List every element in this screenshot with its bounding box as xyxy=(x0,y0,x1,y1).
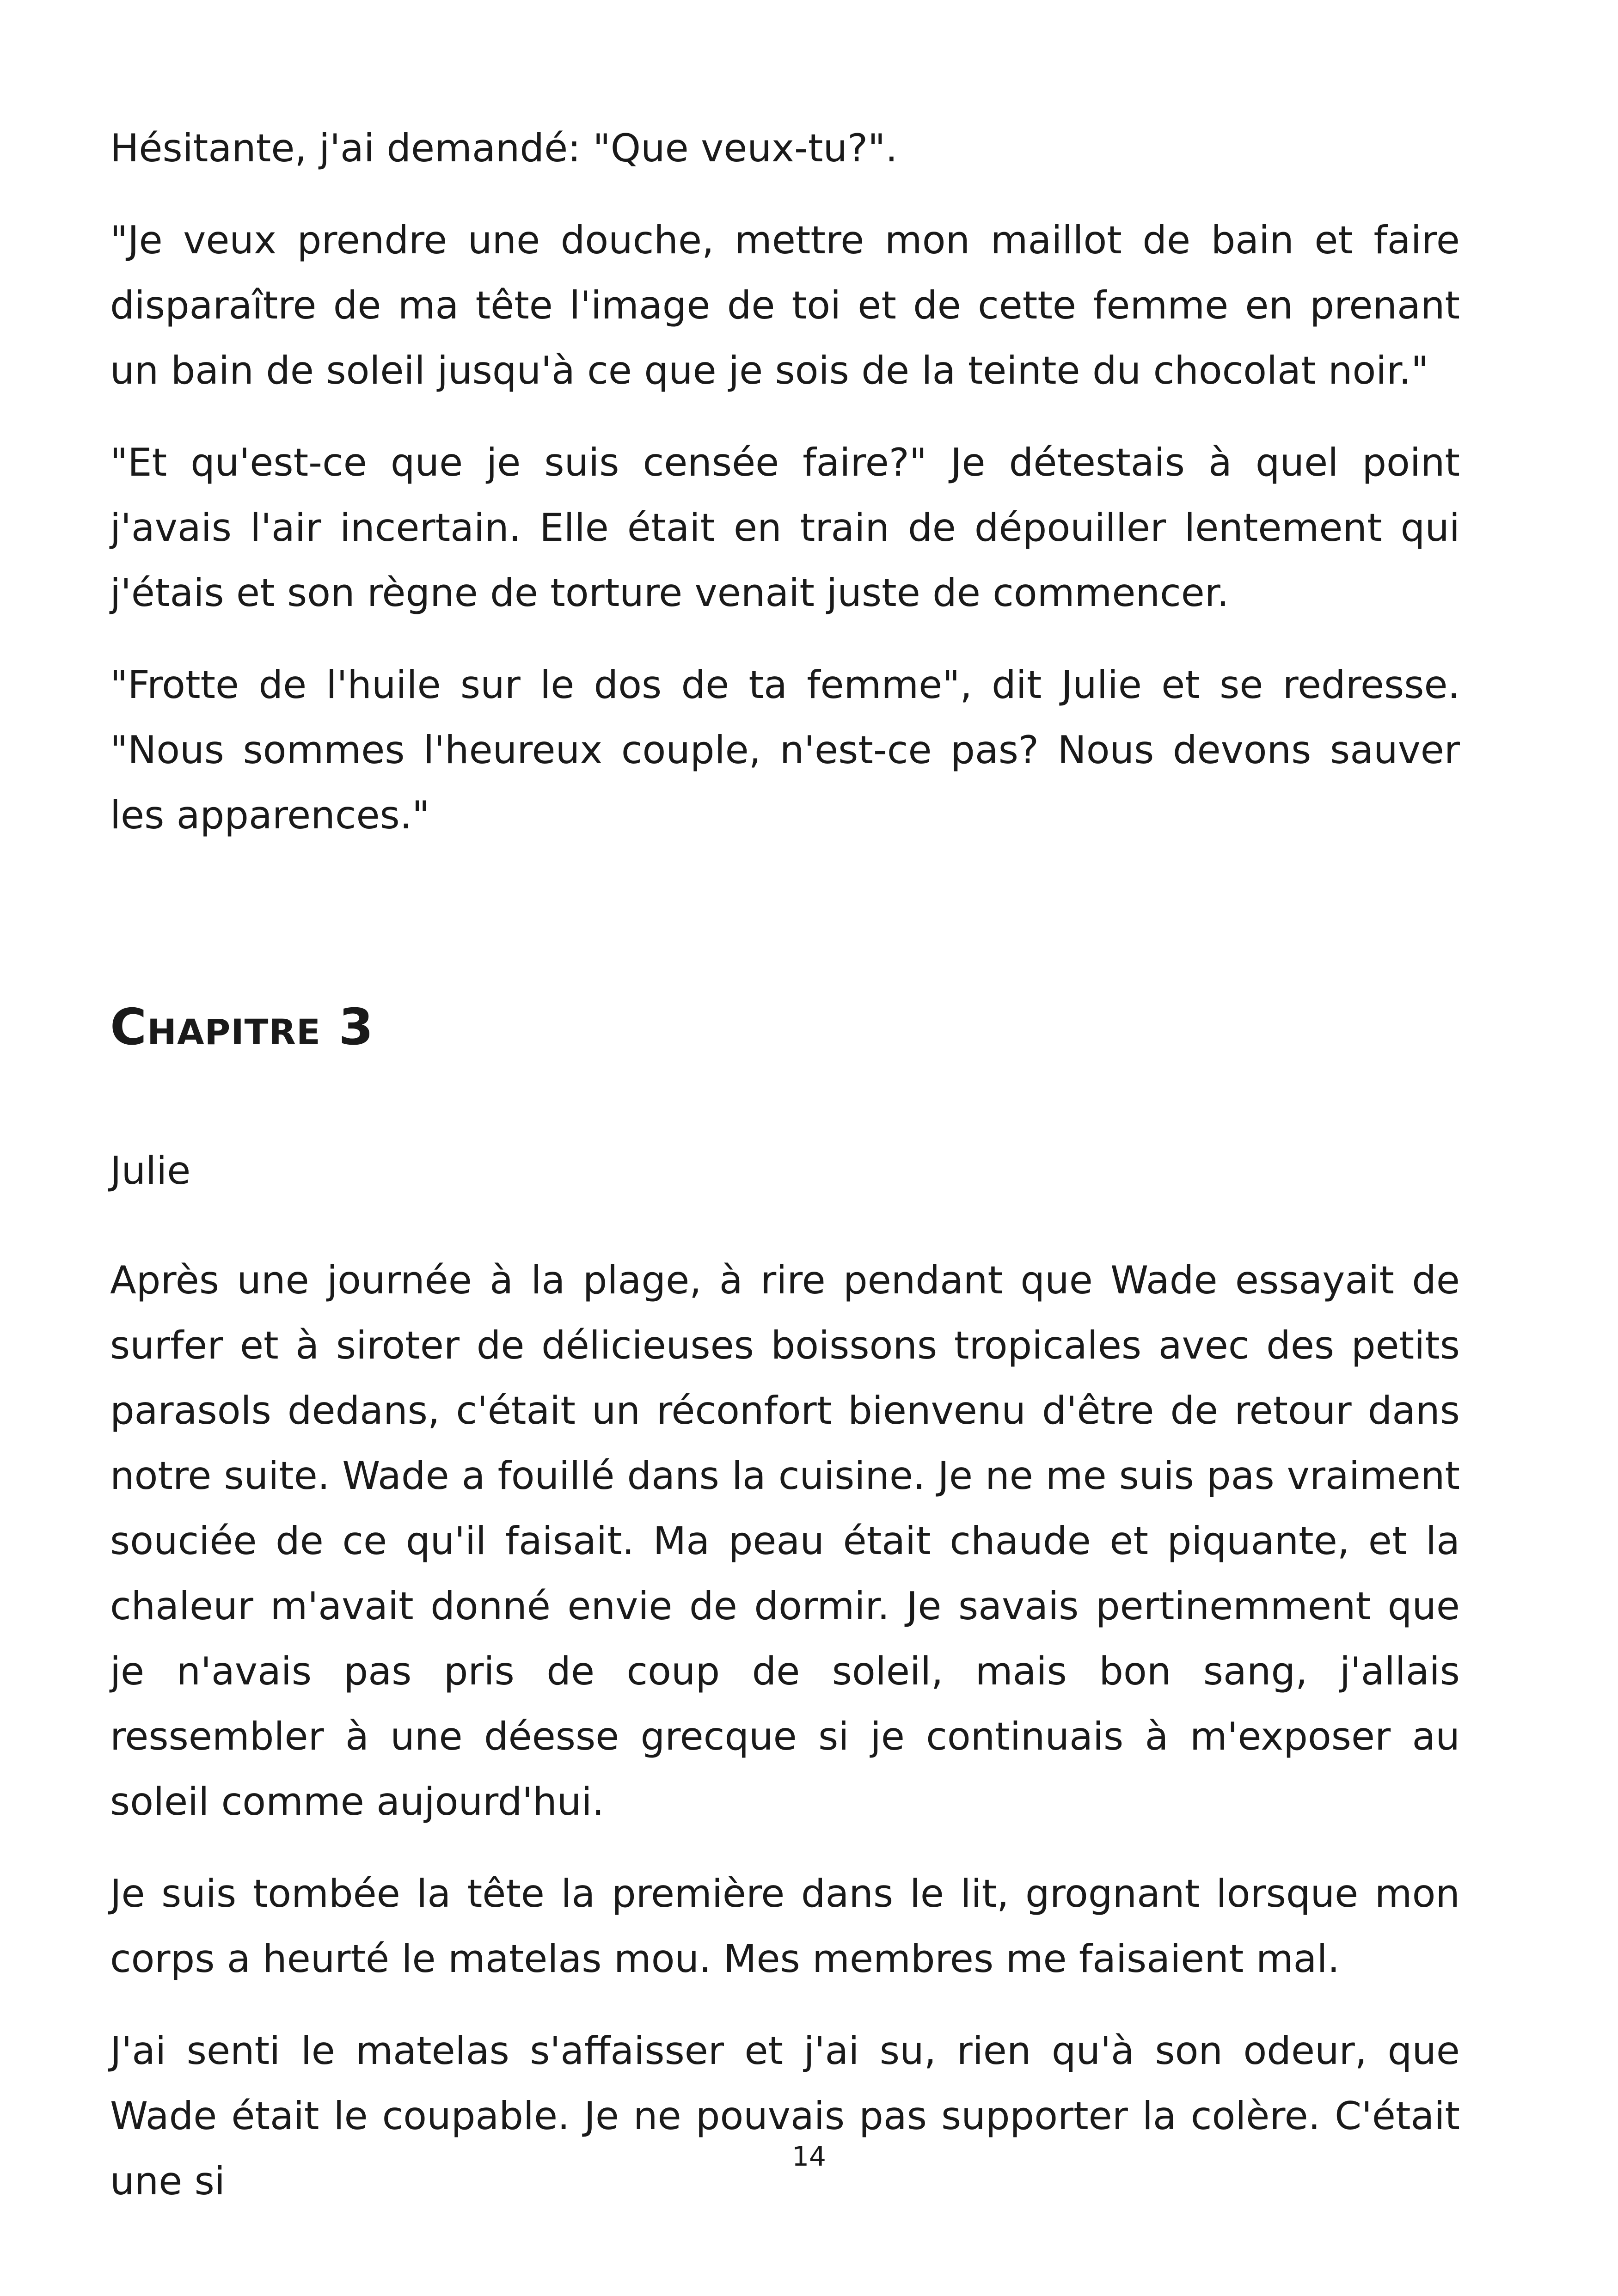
pov-label: Julie xyxy=(110,1148,191,1193)
paragraph: J'ai senti le matelas s'affaisser et j'ai su, rien qu'à son odeur, que Wade était le coupable. Je ne pouvais pas supporter la colère. C'était une si xyxy=(110,2028,1460,2204)
page-number: 14 xyxy=(792,2141,826,2172)
paragraph: "Frotte de l'huile sur le dos de ta femme", dit Julie et se redresse. "Nous sommes l'heureux couple, n'est-ce pas? Nous devons sauver les apparences." xyxy=(110,662,1460,838)
paragraph: Je suis tombée la tête la première dans le lit, grognant lorsque mon corps a heurté le matelas mou. Mes membres me faisaient mal. xyxy=(110,1871,1460,1981)
paragraph: "Et qu'est-ce que je suis censée faire?" Je détestais à quel point j'avais l'air incertain. Elle était en train de dépouiller lentement qui j'étais et son règne de torture venait juste de commencer. xyxy=(110,440,1460,615)
paragraph: Après une journée à la plage, à rire pendant que Wade essayait de surfer et à siroter de délicieuses boissons tropicales avec des petits parasols dedans, c'était un réconfort bienvenu d'être de retour dans notre suite. Wade a fouillé dans la cuisine. Je ne me suis pas vraiment souciée de ce qu'il faisait. Ma peau était chaude et piquante, et la chaleur m'avait donné envie de dormir. Je savais pertinemment que je n'avais pas pris de coup de soleil, mais bon sang, j'allais ressembler à une déesse grecque si je continuais à m'exposer au soleil comme aujourd'hui. xyxy=(110,1258,1460,1824)
chapter-heading: Chapitre 3 xyxy=(110,998,374,1056)
paragraph: "Je veux prendre une douche, mettre mon maillot de bain et faire disparaître de ma tête l'image de toi et de cette femme en prenant un bain de soleil jusqu'à ce que je sois de la teinte du chocolat noir." xyxy=(110,218,1460,393)
paragraph: Hésitante, j'ai demandé: "Que veux-tu?". xyxy=(110,126,898,171)
page-body xyxy=(110,116,1460,2241)
